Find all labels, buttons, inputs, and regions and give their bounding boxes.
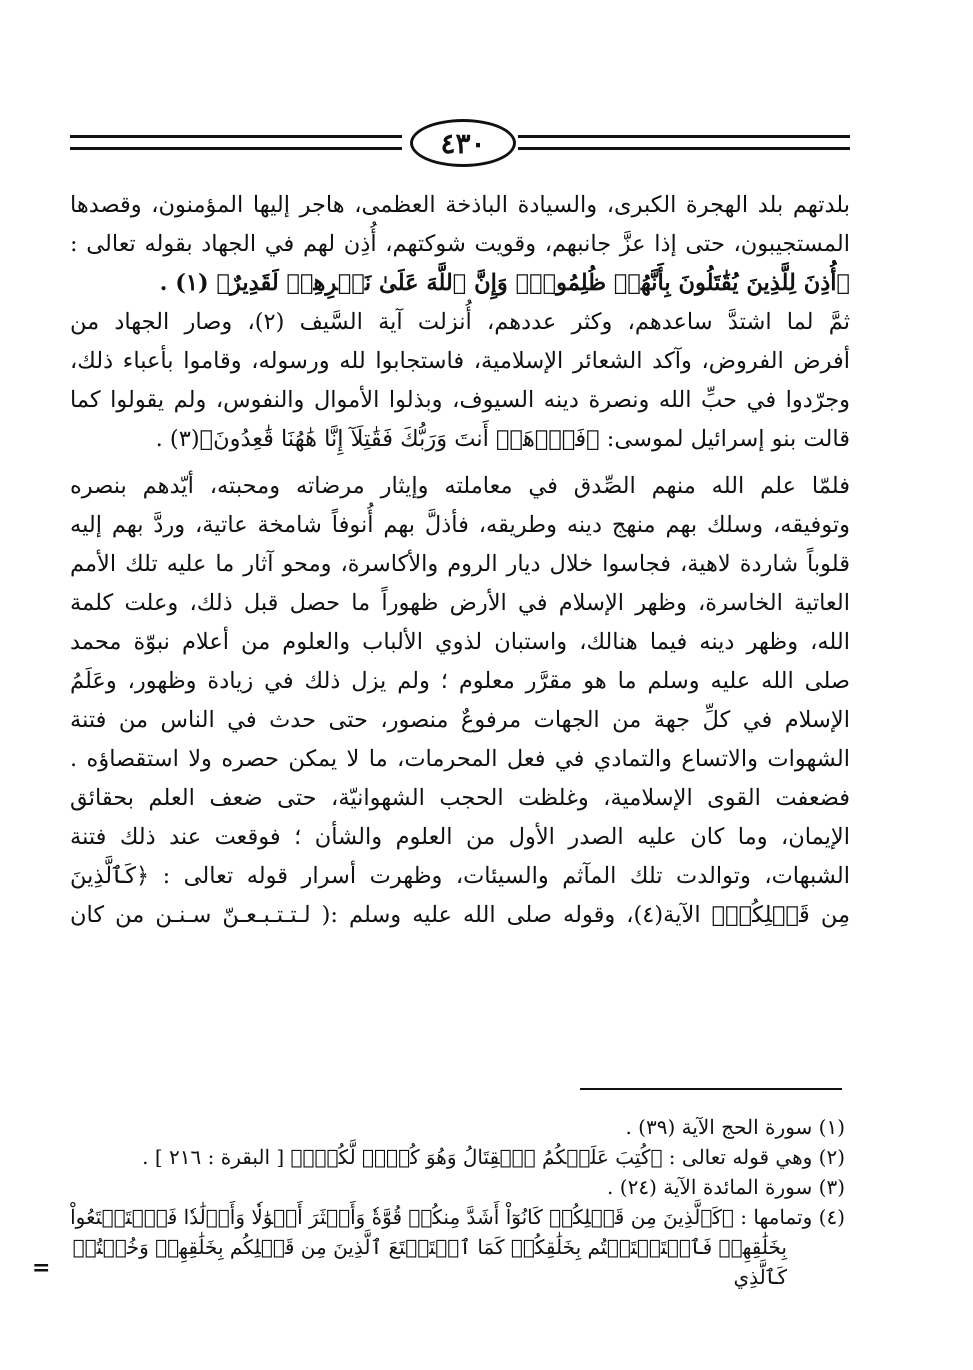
page-header bbox=[70, 113, 850, 171]
text-line: وتوفيقه، وسلك بهم منهج دينه وطريقه، فأذلَّ بهم أُنوفاً شامخة عاتية، وردَّ بهم إليه bbox=[70, 512, 850, 538]
text-line: قالت بنو إسرائيل لموسى: ﴿فَٱذۡهَبۡ أَنتَ وَرَبُّكَ فَقَٰتِلَآ إِنَّا هَٰهُنَا قَٰعِدُونَ﴾(٣) . bbox=[155, 426, 850, 452]
footnote-separator bbox=[580, 1088, 842, 1090]
header-rule-left bbox=[70, 135, 402, 150]
text-line: الشبهات، وتوالدت تلك المآثم والسيئات، وظهرت أسرار قوله تعالى : ﴿كَٱلَّذِينَ bbox=[70, 863, 850, 889]
text-line: المستجيبون، حتى إذا عزَّ جانبهم، وقويت شوكتهم، أُذِن لهم في الجهاد بقوله تعالى : bbox=[70, 231, 850, 257]
text-line: فضعفت القوى الإسلامية، وغلظت الحجب الشهوانيّة، حتى ضعف العلم بحقائق bbox=[70, 785, 850, 811]
text-line: فلمّا علم الله منهم الصِّدق في معاملته وإيثار مرضاته ومحبته، أيّدهم بنصره bbox=[70, 473, 850, 499]
text-line: مِن قَبۡلِكُمۡ﴾ الآية(٤)، وقوله صلى الله عليه وسلم :( لـتـتـبـعـنّ سـنـن من كان bbox=[70, 902, 851, 928]
header-rule-right bbox=[518, 135, 850, 150]
text-line: الشهوات والاتساع والتمادي في فعل المحرمات، ما لا يمكن حصره ولا استقصاؤه . bbox=[70, 746, 850, 772]
text-line: بلدتهم بلد الهجرة الكبرى، والسيادة الباذخة العظمى، هاجر إليها المؤمنون، وقصدها bbox=[70, 192, 850, 218]
text-line: وجرّدوا في حبِّ الله ونصرة دينه السيوف، وبذلوا الأموال والنفوس، ولم يقولوا كما bbox=[70, 387, 850, 413]
footnotes bbox=[70, 1112, 845, 1292]
page-number-badge bbox=[410, 119, 516, 167]
footnote: (١) سورة الحج الآية (٣٩) . bbox=[625, 1115, 845, 1139]
main-text bbox=[70, 186, 850, 935]
paragraph bbox=[70, 303, 850, 459]
text-line: أفرض الفروض، وآكد الشعائر الإسلامية، فاستجابوا لله ورسوله، وقاموا بأعباء ذلك، bbox=[70, 348, 850, 374]
text-line: صلى الله عليه وسلم ما هو مقرَّر معلوم ؛ ولم يزل ذلك في زيادة وظهور، وعَلَمُ bbox=[70, 668, 850, 694]
footnote: (٤) وتمامها : ﴿كَٱلَّذِينَ مِن قَبۡلِكُمۡ كَانُوٓاْ أَشَدَّ مِنكُمۡ قُوَّةٗ وَأَكۡثَرَ أَمۡوَٰلٗا وَأَوۡلَٰدٗا فَٱسۡتَمۡتَعُواْ bbox=[70, 1205, 845, 1229]
text-line: العاتية الخاسرة، وظهر الإسلام في الأرض ظهوراً ما حصل قبل ذلك، وعلت كلمة bbox=[70, 590, 850, 616]
text-line: الإسلام في كلِّ جهة من الجهات مرفوعٌ منصور، حتى حدث في الناس من فتنة bbox=[70, 707, 850, 733]
footnote: (٣) سورة المائدة الآية (٢٤) . bbox=[607, 1175, 845, 1199]
text-line: قلوباً شاردة لاهية، فجاسوا خلال ديار الروم والأكاسرة، ومحو آثار ما عليه تلك الأمم bbox=[70, 551, 850, 577]
footnote-continuation: بِخَلَٰقِهِمۡ فَٱسۡتَمۡتَعۡتُم بِخَلَٰقِكُمۡ كَمَا ٱسۡتَمۡتَعَ ٱلَّذِينَ مِن قَبۡلِكُم بِخَلَٰقِهِمۡ وَخُضۡتُمۡ كَٱلَّذِي bbox=[72, 1235, 787, 1289]
page-number: ٤٣٠ bbox=[440, 126, 486, 160]
text-line: ثمَّ لما اشتدَّ ساعدهم، وكثر عددهم، أُنزلت آية السَّيف (٢)، وصار الجهاد من bbox=[70, 309, 850, 335]
quran-verse-line: ﴿أُذِنَ لِلَّذِينَ يُقَٰتَلُونَ بِأَنَّهُمۡ ظُلِمُواْۚ وَإِنَّ ٱللَّهَ عَلَىٰ نَصۡرِهِمۡ لَقَدِيرٌ﴾ (١) . bbox=[159, 270, 850, 296]
paragraph bbox=[70, 186, 850, 303]
paragraph bbox=[70, 467, 850, 935]
footnote: (٢) وهي قوله تعالى : ﴿كُتِبَ عَلَيۡكُمُ ٱلۡقِتَالُ وَهُوَ كُرۡهٞ لَّكُمۡۖ﴾ [ البقرة : ٢١٦ ] . bbox=[142, 1145, 845, 1169]
text-line: الله، وظهر دينه فيما هنالك، واستبان لذوي الألباب والعلوم من أعلام نبوّة محمد bbox=[70, 629, 850, 655]
text-line: الإيمان، وما كان عليه الصدر الأول من العلوم والشأن ؛ فوقعت عند ذلك فتنة bbox=[70, 824, 850, 850]
continuation-mark: = bbox=[32, 1255, 51, 1281]
